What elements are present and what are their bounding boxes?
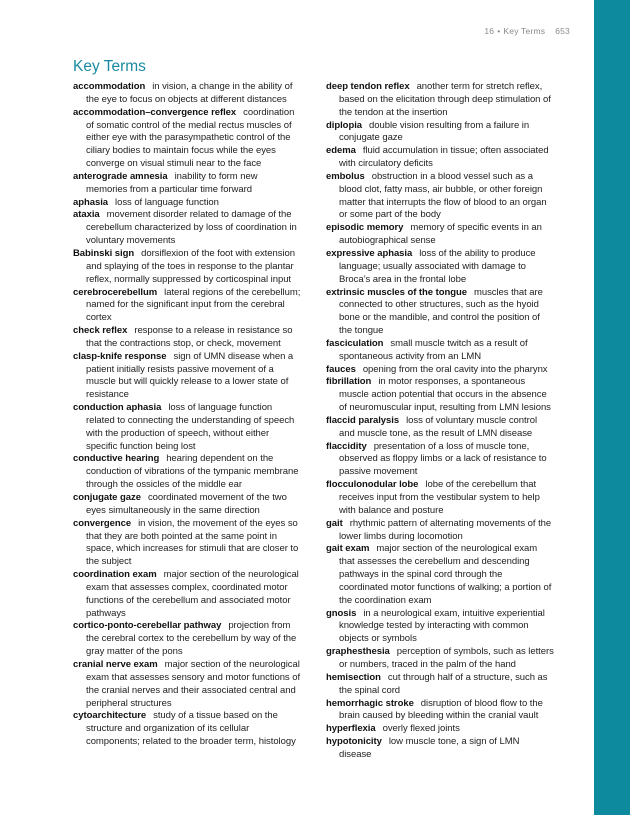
glossary-definition: coordinated movement of the two eyes simultaneously in the same direction: [86, 492, 287, 516]
glossary-column-left: [73, 81, 301, 749]
glossary-term: aphasia: [73, 196, 109, 208]
glossary-definition: sign of UMN disease when a patient initially resists passive movement of a muscle but will quickly release to a lower state of resistance: [86, 350, 294, 401]
glossary-entry: [326, 479, 554, 518]
glossary-term: gait exam: [326, 543, 370, 555]
glossary-entry: [73, 248, 301, 287]
glossary-definition: inability to form new memories from a particular time forward: [86, 170, 258, 195]
glossary-term: coordination exam: [73, 569, 157, 581]
glossary-definition: in vision, the movement of the eyes so that they are both pointed at the same point in space, which increases for stimuli that are closer to the subject: [86, 517, 299, 568]
glossary-term: cerebrocerebellum: [73, 286, 158, 298]
glossary-term: edema: [326, 145, 356, 157]
glossary-entry: [326, 171, 554, 222]
glossary-entry: [73, 209, 301, 248]
glossary-entry: [326, 543, 554, 607]
glossary-entry: [73, 81, 301, 107]
running-head: [484, 26, 570, 36]
glossary-definition: small muscle twitch as a result of spontaneous activity from an LMN: [339, 337, 528, 362]
glossary-entry: [73, 518, 301, 569]
glossary-term: embolus: [326, 170, 365, 182]
glossary-term: anterograde amnesia: [73, 170, 168, 182]
glossary-term: Babinski sign: [73, 247, 135, 259]
glossary-definition: cut through half of a structure, such as the spinal cord: [339, 671, 548, 696]
glossary-entry: [73, 197, 301, 210]
glossary-definition: muscles that are connected to other structures, such as the hyoid bone or the mandible, and control the position of the tongue: [339, 286, 543, 337]
chapter-number: 16: [484, 26, 495, 36]
glossary-term: check reflex: [73, 325, 128, 337]
glossary-entry: [73, 287, 301, 326]
glossary-term: clasp-knife response: [73, 350, 167, 362]
glossary-term: conjugate gaze: [73, 492, 141, 503]
glossary-definition: major section of the neurological exam that assesses the cerebellum and descending pathways in the spinal cord through the coordinated motor functions of walking; a portion of the coordination exam: [339, 543, 552, 606]
glossary-entry: [73, 351, 301, 402]
glossary-entry: [73, 453, 301, 492]
glossary-definition: in a neurological exam, intuitive experiential knowledge tested by interacting with common objects or symbols: [339, 607, 545, 645]
glossary-entry: [326, 608, 554, 647]
glossary-term: fauces: [326, 363, 356, 375]
glossary-definition: perception of symbols, such as letters or numbers, traced in the palm of the hand: [339, 646, 554, 670]
glossary-entry: [73, 492, 301, 518]
glossary-term: hyperflexia: [326, 723, 376, 735]
glossary-definition: obstruction in a blood vessel such as a blood clot, fatty mass, air bubble, or other foreign matter that interrupts the flow of blood to an organ or some part of the body: [339, 170, 547, 221]
glossary-entry: [326, 338, 554, 364]
glossary-definition: memory of specific events in an autobiographical sense: [339, 222, 542, 247]
glossary-entry: [73, 569, 301, 620]
glossary-definition: loss of language function: [115, 196, 219, 208]
glossary-definition: another term for stretch reflex, based on the elicitation through deep stimulation of the tendon at the insertion: [339, 81, 551, 118]
glossary-term: diplopia: [326, 119, 363, 131]
glossary-definition: double vision resulting from a failure in conjugate gaze: [339, 119, 530, 144]
glossary-entry: [326, 415, 554, 441]
glossary-definition: opening from the oral cavity into the pharynx: [362, 363, 548, 375]
glossary-definition: lobe of the cerebellum that receives input from the vestibular system to help with balance and posture: [339, 479, 540, 516]
glossary-entry: [73, 710, 301, 749]
glossary-term: cortico-ponto-cerebellar pathway: [73, 620, 222, 632]
glossary-definition: overly flexed joints: [382, 723, 460, 735]
glossary-term: expressive aphasia: [326, 247, 413, 259]
glossary-definition: study of a tissue based on the structure and organization of its cellular components; related to the broader term, histology: [86, 710, 296, 748]
glossary-entry: [326, 287, 554, 338]
glossary-term: flaccid paralysis: [326, 414, 400, 426]
glossary-definition: loss of voluntary muscle control and muscle tone, as the result of LMN disease: [339, 414, 538, 439]
glossary-entry: [326, 145, 554, 171]
glossary-term: deep tendon reflex: [326, 81, 410, 92]
glossary-entry: [326, 222, 554, 248]
glossary-term: flaccidity: [326, 440, 367, 452]
glossary-entry: [326, 81, 554, 120]
glossary-term: graphesthesia: [326, 646, 390, 658]
glossary-definition: major section of the neurological exam that assesses sensory and motor functions of the cranial nerves and their associated central and peripheral structures: [86, 658, 301, 709]
header-separator: •: [497, 26, 501, 36]
glossary-term: conductive hearing: [73, 453, 160, 465]
glossary-term: hemisection: [326, 671, 381, 683]
glossary-entry: [326, 672, 554, 698]
glossary-entry: [326, 248, 554, 287]
page-title: Key Terms: [73, 58, 146, 75]
side-color-bar: [594, 0, 630, 815]
glossary-column-right: [326, 81, 554, 762]
glossary-term: episodic memory: [326, 222, 404, 234]
glossary-term: accommodation: [73, 81, 146, 92]
page-number: 653: [555, 26, 570, 36]
glossary-term: gnosis: [326, 607, 357, 619]
glossary-entry: [73, 107, 301, 171]
glossary-term: accommodation–convergence reflex: [73, 106, 237, 118]
glossary-definition: lateral regions of the cerebellum; named for the significant input from the cerebral cortex: [86, 286, 301, 324]
glossary-term: cytoarchitecture: [73, 710, 147, 722]
glossary-entry: [326, 120, 554, 146]
glossary-definition: response to a release in resistance so that the contractions stop, or check, movement: [86, 325, 293, 349]
glossary-definition: low muscle tone, a sign of LMN disease: [339, 736, 520, 760]
glossary-definition: fluid accumulation in tissue; often associated with circulatory deficits: [339, 145, 549, 170]
glossary-term: fasciculation: [326, 337, 384, 349]
glossary-entry: [326, 376, 554, 415]
glossary-term: flocculonodular lobe: [326, 479, 419, 491]
glossary-definition: presentation of a loss of muscle tone, observed as floppy limbs or a lack of resistance to passive movement: [339, 440, 547, 478]
glossary-definition: in vision, a change in the ability of the eye to focus on objects at different distances: [86, 81, 293, 105]
glossary-term: conduction aphasia: [73, 402, 162, 414]
glossary-definition: rhythmic pattern of alternating movements of the lower limbs during locomotion: [339, 517, 552, 542]
glossary-definition: hearing dependent on the conduction of vibrations of the tympanic membrane through the ossicles of the middle ear: [86, 453, 299, 491]
glossary-entry: [73, 325, 301, 351]
glossary-term: ataxia: [73, 209, 100, 221]
glossary-entry: [326, 698, 554, 724]
glossary-entry: [326, 364, 554, 377]
glossary-definition: coordination of somatic control of the medial rectus muscles of either eye with the parasympathetic control of the ciliary bodies to maintain focus while the eyes converge on visual stimuli near to the face: [86, 106, 295, 170]
glossary-term: convergence: [73, 517, 132, 529]
glossary-term: hemorrhagic stroke: [326, 697, 414, 709]
glossary-entry: [73, 620, 301, 659]
glossary-entry: [326, 736, 554, 762]
glossary-definition: dorsiflexion of the foot with extension and splaying of the toes in response to the plantar reflex, normally suppressed by corticospinal input: [86, 247, 295, 285]
glossary-entry: [73, 659, 301, 710]
glossary-entry: [326, 646, 554, 672]
glossary-entry: [326, 518, 554, 544]
glossary-definition: loss of the ability to produce language; usually associated with damage to Broca’s area in the frontal lobe: [339, 247, 536, 285]
glossary-entry: [326, 441, 554, 480]
glossary-term: gait: [326, 517, 343, 529]
glossary-definition: movement disorder related to damage of the cerebellum characterized by loss of coordination in voluntary movements: [86, 209, 297, 247]
glossary-entry: [73, 402, 301, 453]
section-name: Key Terms: [503, 26, 546, 36]
glossary-definition: in motor responses, a spontaneous muscle action potential that occurs in the absence of neuromuscular input, resulting from LMN lesions: [339, 376, 551, 414]
glossary-term: cranial nerve exam: [73, 658, 158, 670]
glossary-definition: projection from the cerebral cortex to the cerebellum by way of the gray matter of the pons: [86, 620, 297, 658]
glossary-term: fibrillation: [326, 376, 372, 388]
glossary-definition: loss of language function related to connecting the understanding of speech with the production of speech, without either specific function being lost: [86, 402, 295, 452]
glossary-term: extrinsic muscles of the tongue: [326, 286, 467, 298]
glossary-definition: disruption of blood flow to the brain caused by bleeding within the cranial vault: [339, 697, 543, 722]
glossary-entry: [73, 171, 301, 197]
glossary-definition: major section of the neurological exam that assesses complex, coordinated motor functions of the cerebellum and associated motor pathways: [86, 569, 299, 619]
glossary-term: hypotonicity: [326, 736, 382, 748]
glossary-entry: [326, 723, 554, 736]
